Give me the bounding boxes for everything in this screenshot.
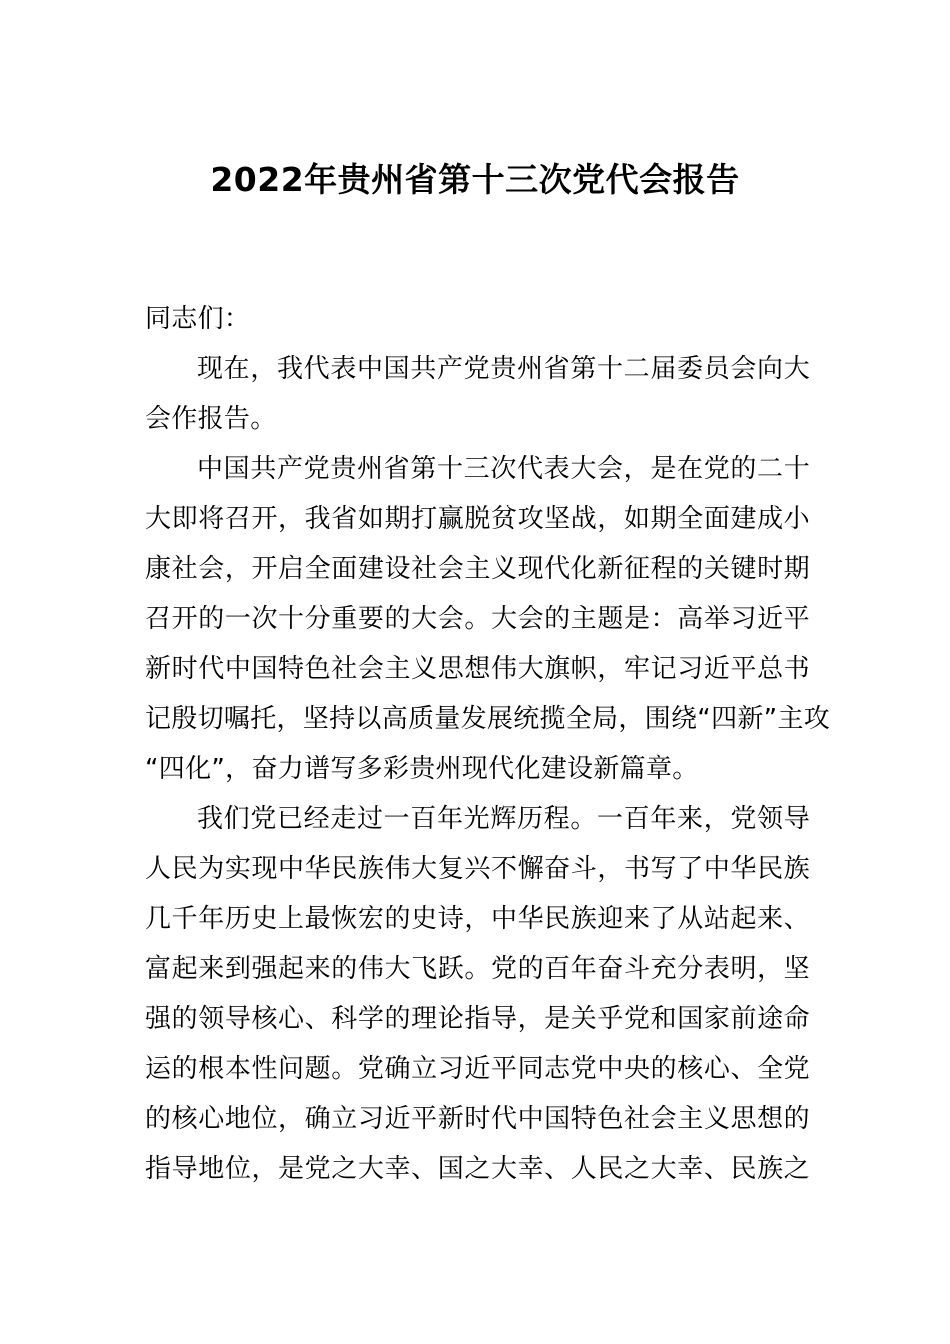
- paragraph-line: 我们党已经走过一百年光辉历程。一百年来，党领导: [197, 804, 810, 834]
- paragraph-line: 现在，我代表中国共产党贵州省第十二届委员会向大: [197, 354, 810, 384]
- paragraph-line: 新时代中国特色社会主义思想伟大旗帜，牢记习近平总书: [145, 654, 810, 684]
- paragraph-line: 运的根本性问题。党确立习近平同志党中央的核心、全党: [145, 1054, 810, 1084]
- paragraph-line: 富起来到强起来的伟大飞跃。党的百年奋斗充分表明，坚: [145, 954, 810, 984]
- paragraph-line: 人民为实现中华民族伟大复兴不懈奋斗，书写了中华民族: [145, 854, 810, 884]
- paragraph-line: “四化”，奋力谱写多彩贵州现代化建设新篇章。: [145, 754, 699, 784]
- paragraph-line: 记殷切嘱托，坚持以高质量发展统揽全局，围绕“四新”主攻: [145, 704, 831, 734]
- document-title: 2022年贵州省第十三次党代会报告: [210, 160, 740, 199]
- paragraph-line: 中国共产党贵州省第十三次代表大会，是在党的二十: [197, 454, 810, 484]
- paragraph-line: 几千年历史上最恢宏的史诗，中华民族迎来了从站起来、: [145, 904, 810, 934]
- paragraph-line: 召开的一次十分重要的大会。大会的主题是：高举习近平: [145, 604, 810, 634]
- paragraph-line: 的核心地位，确立习近平新时代中国特色社会主义思想的: [145, 1104, 810, 1134]
- paragraph-line: 会作报告。: [145, 404, 277, 434]
- paragraph-line: 康社会，开启全面建设社会主义现代化新征程的关键时期: [145, 554, 810, 584]
- salutation: 同志们：: [145, 304, 251, 334]
- paragraph-line: 强的领导核心、科学的理论指导，是关乎党和国家前途命: [145, 1004, 810, 1034]
- paragraph-line: 大即将召开，我省如期打赢脱贫攻坚战，如期全面建成小: [145, 504, 810, 534]
- paragraph-line: 指导地位，是党之大幸、国之大幸、人民之大幸、民族之: [145, 1154, 810, 1184]
